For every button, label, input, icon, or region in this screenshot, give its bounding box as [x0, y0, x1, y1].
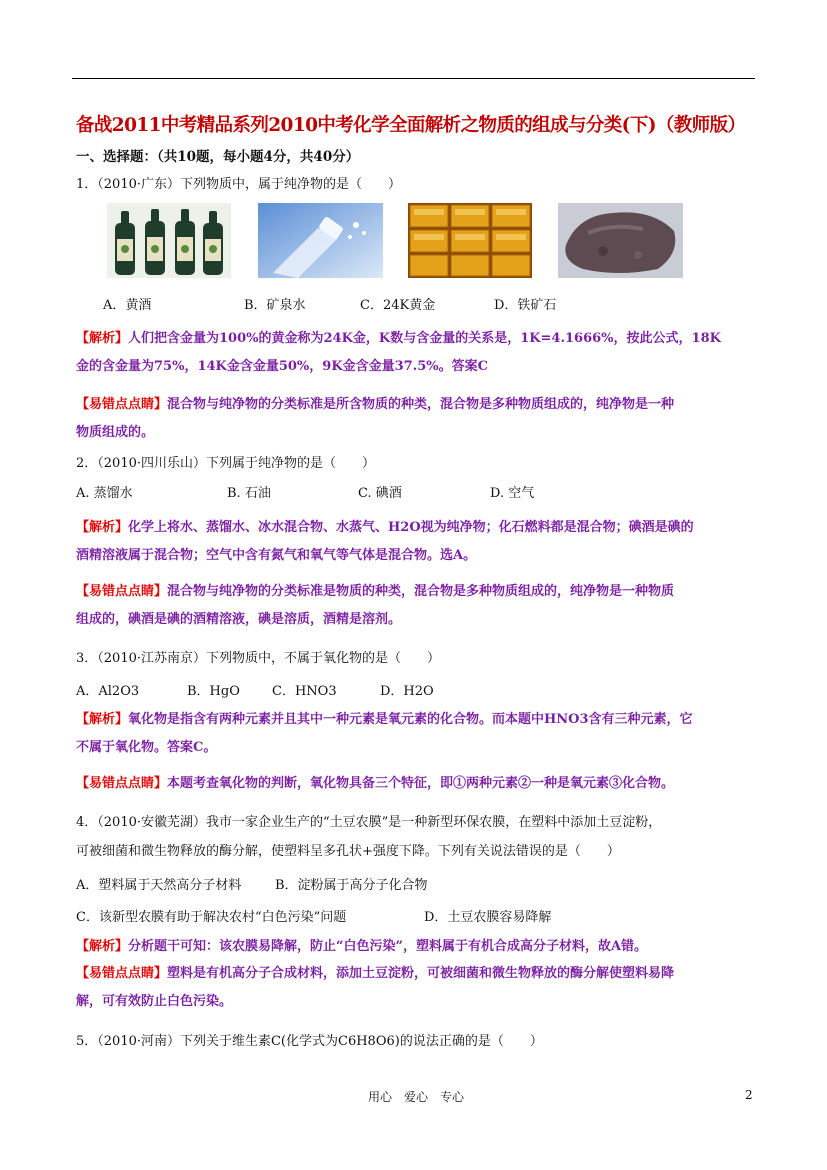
q4-tip: [76, 960, 756, 1016]
mineral-water-image: [258, 203, 383, 278]
q3-option-a: A．Al2O3: [76, 684, 140, 699]
tip-tag: 【易错点点睛】: [76, 776, 168, 791]
analysis-tag: 【解析】: [76, 939, 129, 954]
q1-option-d: D．铁矿石: [494, 298, 557, 313]
tip-text: 塑料是有机高分子合成材料，添加土豆淀粉，可被细菌和微生物释放的酶分解使塑料易降: [167, 966, 675, 981]
document-title: 备战2011中考精品系列2010中考化学全面解析之物质的组成与分类(下)（教师版）: [76, 115, 746, 136]
analysis-text: 人们把含金量为100%的黄金称为24K金，K数与含金量的关系是，1K=4.1666%，按此公式，18K: [128, 331, 721, 346]
footer-motto: 用心 爱心 专心: [368, 1090, 465, 1104]
q4-stem-line2: 可被细菌和微生物释放的酶分解，使塑料呈多孔状+强度下降。下列有关说法错误的是（ ）: [76, 844, 620, 859]
q4-option-b: B．淀粉属于高分子化合物: [275, 878, 428, 893]
q2-option-d: D. 空气: [490, 486, 535, 501]
q2-analysis: [76, 514, 756, 570]
q4-option-d: D．土豆农膜容易降解: [424, 910, 552, 925]
tip-text-cont: 组成的，碘酒是碘的酒精溶液，碘是溶质，酒精是溶剂。: [76, 612, 402, 627]
q4-stem-line1: 4．（2010·安徽芜湖）我市一家企业生产的“土豆农膜”是一种新型环保农膜，在塑料中添加土豆淀粉，: [76, 815, 662, 830]
analysis-text: 化学上将水、蒸馏水、冰水混合物、水蒸气、H2O视为纯净物；化石燃料都是混合物；碘酒是碘的: [128, 520, 694, 535]
q4-analysis: [76, 933, 756, 961]
tip-tag: 【易错点点睛】: [76, 584, 168, 599]
header-rule: [72, 78, 755, 79]
q5-stem: 5．（2010·河南）下列关于维生素C(化学式为C6H8O6)的说法正确的是（ ）: [76, 1034, 543, 1049]
q3-tip: [76, 770, 756, 798]
tip-text-cont: 物质组成的。: [76, 425, 155, 440]
q2-stem: 2．（2010·四川乐山）下列属于纯净物的是（ ）: [76, 456, 375, 471]
wine-bottles-image: [107, 203, 231, 278]
tip-tag: 【易错点点睛】: [76, 397, 168, 412]
q2-option-c: C. 碘酒: [358, 486, 402, 501]
q1-stem: 1．（2010·广东）下列物质中，属于纯净物的是（ ）: [76, 177, 401, 192]
analysis-text-cont: 金的含金量为75%，14K金含金量50%，9K金含金量37.5%。答案C: [76, 359, 488, 374]
q2-option-a: A. 蒸馏水: [76, 486, 133, 501]
tip-text: 本题考查氧化物的判断，氧化物具备三个特征，即①两种元素②一种是氧元素③化合物。: [167, 776, 675, 791]
page-number: 2: [745, 1088, 753, 1102]
q1-analysis: [76, 325, 756, 381]
q1-tip: [76, 391, 756, 447]
q4-option-c: C．该新型农膜有助于解决农村“白色污染”问题: [76, 910, 347, 925]
analysis-text-cont: 酒精溶液属于混合物；空气中含有氮气和氧气等气体是混合物。选A。: [76, 548, 477, 563]
analysis-text-cont: 不属于氧化物。答案C。: [76, 740, 217, 755]
q3-option-c: C．HNO3: [272, 684, 337, 699]
section-heading: 一、选择题：（共10题，每小题4分，共40分）: [76, 149, 360, 165]
analysis-text: 分析题干可知：该农膜易降解，防止“白色污染”，塑料属于有机合成高分子材料，故A错。: [128, 939, 648, 954]
gold-bars-image: [408, 203, 532, 278]
q2-tip: [76, 578, 756, 634]
analysis-tag: 【解析】: [76, 520, 129, 535]
q3-option-b: B．HgO: [187, 684, 240, 699]
q2-option-b: B. 石油: [227, 486, 271, 501]
q3-option-d: D．H2O: [380, 684, 434, 699]
q3-analysis: [76, 706, 756, 762]
q1-option-c: C．24K黄金: [360, 298, 436, 313]
tip-text: 混合物与纯净物的分类标准是所含物质的种类，混合物是多种物质组成的，纯净物是一种: [167, 397, 675, 412]
analysis-tag: 【解析】: [76, 331, 129, 346]
iron-ore-image: [558, 203, 683, 278]
q1-option-a: A．黄酒: [103, 298, 152, 313]
q3-stem: 3．（2010·江苏南京）下列物质中，不属于氧化物的是（ ）: [76, 651, 440, 666]
analysis-text: 氧化物是指含有两种元素并且其中一种元素是氧元素的化合物。而本题中HNO3含有三种元素，它: [128, 712, 693, 727]
q1-option-b: B．矿泉水: [244, 298, 306, 313]
tip-tag: 【易错点点睛】: [76, 966, 168, 981]
tip-text-cont: 解，可有效防止白色污染。: [76, 994, 233, 1009]
analysis-tag: 【解析】: [76, 712, 129, 727]
q4-option-a: A．塑料属于天然高分子材料: [76, 878, 242, 893]
tip-text: 混合物与纯净物的分类标准是物质的种类，混合物是多种物质组成的，纯净物是一种物质: [167, 584, 675, 599]
